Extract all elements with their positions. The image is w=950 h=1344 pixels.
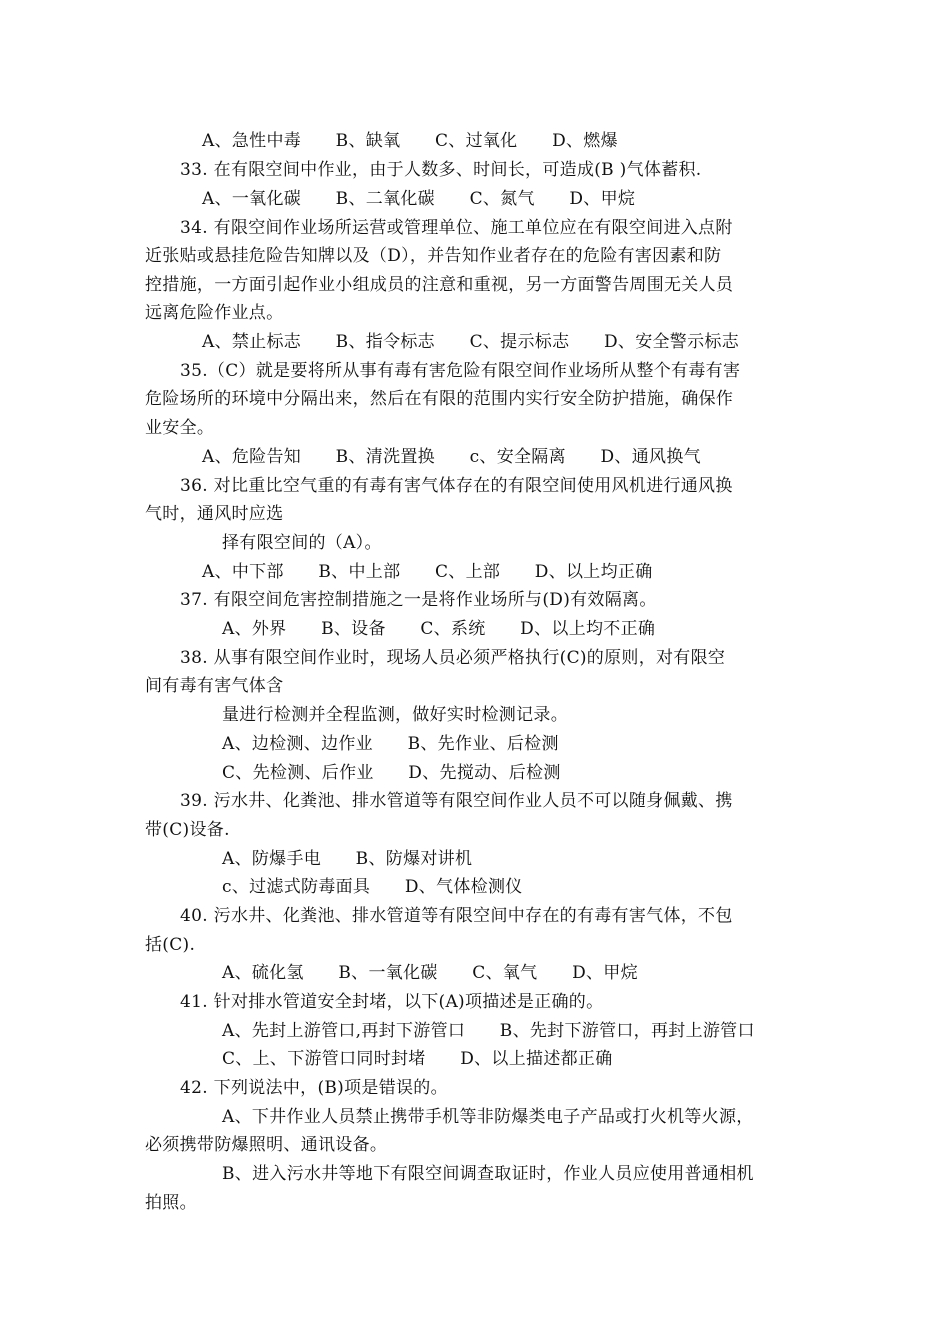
q38-question-line-1: 38. 从事有限空间作业时，现场人员必须严格执行(C)的原则，对有限空	[180, 648, 726, 668]
q34-question-line-4: 远离危险作业点。	[145, 303, 284, 323]
q35-options: A、危险告知 B、清洗置换 c、安全隔离 D、通风换气	[202, 447, 701, 467]
q38-question-line-3: 量进行检测并全程监测，做好实时检测记录。	[222, 705, 568, 725]
q36-question-line-1: 36. 对比重比空气重的有毒有害气体存在的有限空间使用风机进行通风换	[180, 476, 733, 496]
q42-question: 42. 下列说法中，(B)项是错误的。	[180, 1078, 448, 1098]
q42-option-b-line-1: B、进入污水井等地下有限空间调查取证时，作业人员应使用普通相机	[222, 1164, 754, 1184]
q35-question-line-3: 业安全。	[145, 418, 215, 438]
q36-question-line-3: 择有限空间的（A）。	[222, 533, 382, 553]
q42-option-a-line-1: A、下井作业人员禁止携带手机等非防爆类电子产品或打火机等火源，	[222, 1107, 754, 1127]
q39-question-line-1: 39. 污水井、化粪池、排水管道等有限空间作业人员不可以随身佩戴、携	[180, 791, 733, 811]
q34-question-line-3: 控措施，一方面引起作业小组成员的注意和重视，另一方面警告周围无关人员	[145, 275, 734, 295]
q33-options: A、一氧化碳 B、二氧化碳 C、氮气 D、甲烷	[202, 189, 636, 209]
q38-options-ab: A、边检测、边作业 B、先作业、后检测	[222, 734, 559, 754]
q40-question-line-1: 40. 污水井、化粪池、排水管道等有限空间中存在的有毒有害气体，不包	[180, 906, 733, 926]
q42-option-b-line-2: 拍照。	[145, 1193, 197, 1213]
q37-options: A、外界 B、设备 C、系统 D、以上均不正确	[222, 619, 656, 639]
q42-option-a-line-2: 必须携带防爆照明、通讯设备。	[145, 1135, 388, 1155]
q39-options-cd: c、过滤式防毒面具 D、气体检测仪	[222, 877, 523, 897]
q39-options-ab: A、防爆手电 B、防爆对讲机	[222, 849, 473, 869]
q32-options: A、急性中毒 B、缺氧 C、过氧化 D、燃爆	[202, 131, 618, 151]
q33-question: 33. 在有限空间中作业，由于人数多、时间长，可造成(B )气体蓄积.	[180, 160, 702, 180]
q34-question-line-2: 近张贴或悬挂危险告知牌以及（D），并告知作业者存在的危险有害因素和防	[145, 246, 722, 266]
q34-options: A、禁止标志 B、指令标志 C、提示标志 D、安全警示标志	[202, 332, 740, 352]
q40-question-line-2: 括(C).	[145, 935, 196, 955]
q35-question-line-1: 35.（C）就是要将所从事有毒有害危险有限空间作业场所从整个有毒有害	[180, 361, 741, 381]
q35-question-line-2: 危险场所的环境中分隔出来，然后在有限的范围内实行安全防护措施，确保作	[145, 389, 734, 409]
q37-question: 37. 有限空间危害控制措施之一是将作业场所与(D)有效隔离。	[180, 590, 657, 610]
q34-question-line-1: 34. 有限空间作业场所运营或管理单位、施工单位应在有限空间进入点附	[180, 218, 733, 238]
q39-question-line-2: 带(C)设备.	[145, 820, 230, 840]
q40-options: A、硫化氢 B、一氧化碳 C、氧气 D、甲烷	[222, 963, 638, 983]
q41-options-ab: A、先封上游管口,再封下游管口 B、先封下游管口，再封上游管口	[222, 1021, 755, 1041]
q41-question: 41. 针对排水管道安全封堵，以下(A)项描述是正确的。	[180, 992, 604, 1012]
q36-question-line-2: 气时，通风时应选	[145, 504, 284, 524]
q38-question-line-2: 间有毒有害气体含	[145, 676, 284, 696]
q41-options-cd: C、上、下游管口同时封堵 D、以上描述都正确	[222, 1049, 613, 1069]
q38-options-cd: C、先检测、后作业 D、先搅动、后检测	[222, 763, 561, 783]
q36-options: A、中下部 B、中上部 C、上部 D、以上均正确	[202, 562, 653, 582]
